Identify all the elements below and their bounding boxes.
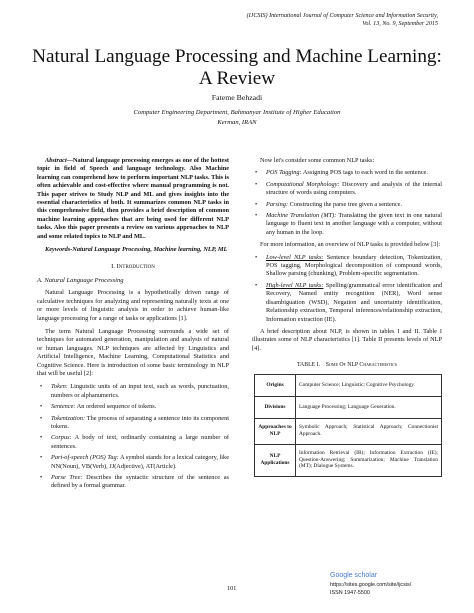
table-row-header: Origins bbox=[255, 374, 296, 396]
list-item: • Corpus: A body of text, ordinarily containing a large number of sentences. bbox=[40, 434, 229, 450]
table-cell: Symbolic Approach; Statistical Approach; Connectionist Approach. bbox=[296, 418, 442, 444]
bullet-icon: • bbox=[40, 454, 43, 462]
bullet-icon: • bbox=[255, 169, 258, 177]
table-row bbox=[255, 374, 442, 396]
page-number: 101 bbox=[227, 585, 237, 592]
abstract-text: —Natural language processing emerges as one of the hottest topic in field of Speech and language technology. Also Machine learning can comprehend how to perform important NLP tasks. This is often achievable and cost-effective where manual programming is not. This paper strives to Study NLP and ML and gives insights into the essential characteristics of both. It summarizes common NLP tasks in this comprehensive field, then provides a brief description of common machine learning approaches that are being used for different NLP tasks. Also this paper presents a review on various approaches to NLP and some related topics to NLP and ML. bbox=[37, 157, 229, 240]
left-column bbox=[37, 157, 229, 494]
author-name: Fateme Behzadi bbox=[211, 93, 263, 102]
bullet-icon: • bbox=[255, 200, 258, 208]
intro-paragraph-1: Natural Language Processing is a hypothetically driven range of calculative techniques for analyzing and representing naturally texts at one or more levels of linguistic analysis in order to achieve human-like language processing for a range of tasks or applications [1]. bbox=[37, 289, 229, 322]
google-scholar-logo: Google scholar bbox=[330, 572, 378, 579]
list-item: • Machine Translation (MT): Translating the given text in one natural language to fluent text in another language with a computer, without any human in the loop. bbox=[255, 212, 442, 236]
tasks-intro: Now let's consider some common NLP tasks: bbox=[260, 157, 375, 164]
list-item: • Tokenization: The process of separating a sentence into its component tokens. bbox=[40, 414, 229, 430]
keywords-text: -Natural Language Processing, Machine learning, NLP, ML bbox=[70, 246, 228, 254]
affiliation-line1: Computer Engineering Department, Bahmanyar Institute of Higher Education bbox=[133, 109, 341, 116]
table-cell: Information Retrieval (IR); Information Extraction (IE); Question-Answering; Summarization; Machine Translation (MT); Dialogue Systems. bbox=[296, 444, 442, 476]
right-column bbox=[252, 157, 442, 477]
list-item: • Computational Morphology: Discovery and analysis of the internal structure of words using computers. bbox=[255, 180, 443, 197]
more-info-paragraph: For more information, an overview of NLP tasks is provided below [3]: bbox=[260, 241, 441, 249]
bullet-icon: • bbox=[40, 383, 43, 391]
list-item: • Parsing: Constructing the parse tree given a sentence. bbox=[255, 200, 403, 208]
table-caption bbox=[252, 361, 442, 369]
table-row bbox=[255, 444, 442, 476]
table-caption-number: TABLE I. bbox=[296, 362, 320, 369]
journal-header-line1: (IJCSIS) International Journal of Computer Science and Information Security, bbox=[246, 13, 438, 19]
journal-url: https://sites.google.com/site/ijcsis/ bbox=[330, 582, 412, 588]
keywords bbox=[37, 246, 229, 254]
bullet-icon: • bbox=[40, 474, 43, 481]
journal-header-line2: Vol. 13, No. 9, September 2015 bbox=[362, 21, 438, 27]
paper-title-line1: Natural Language Processing and Machine Learning: bbox=[32, 46, 442, 67]
table-cell: Language Processing; Language Generation. bbox=[296, 396, 442, 418]
list-item: • Low-level NLP tasks: Sentence boundary detection, Tokenization, POS tagging, Morphological decomposition of compound words, Shallow parsing (chunking), Problem-specific segmentation. bbox=[255, 253, 443, 278]
list-item: • Sentence: An ordered sequence of tokens. bbox=[40, 403, 157, 411]
abstract bbox=[37, 157, 229, 241]
terminology-list bbox=[37, 383, 229, 490]
bullet-icon: • bbox=[40, 414, 43, 422]
list-item: • POS Tagging: Assigning POS tags to each word in the sentence. bbox=[255, 169, 428, 177]
affiliation-line2: Kerman, IRAN bbox=[217, 119, 257, 126]
bullet-icon: • bbox=[40, 434, 43, 442]
list-item: • Token: Linguistic units of an input text, such as words, punctuation, numbers or alphanumerics. bbox=[40, 383, 229, 399]
list-item: • High-level NLP tasks: Spelling/grammatical error identification and Recovery, Named entity recognition (NER), Word sense disambiguation (WSD), Negation and uncertainty identification, Relationship extraction, Temporal inferences/relationship extraction, Information extraction (IE). bbox=[255, 281, 442, 323]
subsection-nlp: A. Natural Language Processing bbox=[37, 276, 124, 284]
section-introduction: I. Introduction bbox=[111, 263, 155, 271]
table-row bbox=[255, 418, 442, 444]
table-row-header: NLP Applications bbox=[255, 444, 296, 476]
table-caption-text: Some Of NLP Characteristics bbox=[325, 362, 398, 369]
abstract-label: Abstract bbox=[45, 157, 67, 164]
brief-paragraph: A brief description about NLP, is shown in tables I and II. Table I illustrates some of NLP characteristics [1]. Table II presents levels of NLP [4]. bbox=[252, 327, 442, 352]
bullet-icon: • bbox=[255, 212, 258, 220]
list-item: • Part-of-speech (POS) Tag: A symbol stands for a lexical category, like NN(Noun), VB(Verb), JJ(Adjective), AT(Article). bbox=[40, 454, 230, 470]
nlp-tasks-list bbox=[252, 169, 442, 237]
intro-paragraph-2: The term Natural Language Processing surrounds a wide set of techniques for automated generation, manipulation and analysis of natural or human languages. NLP techniques are affected by Linguistics and Artificial Intelligence, Machine Learning, Computational Statistics and Cognitive Science. Here is introduction of some basic terminology in NLP that will be useful [2]: bbox=[37, 327, 229, 377]
bullet-icon: • bbox=[255, 281, 258, 289]
table-row bbox=[255, 396, 442, 418]
paper-title-line2: A Review bbox=[198, 68, 276, 89]
table-row-header: Divisions bbox=[255, 396, 296, 418]
bullet-icon: • bbox=[255, 253, 258, 261]
nlp-characteristics-table bbox=[254, 374, 442, 477]
table-cell: Computer Science; Linguistic; Cognitive Psychology. bbox=[296, 374, 442, 396]
keywords-label: Keywords bbox=[45, 246, 71, 254]
list-item: • Parse Tree: Describes the syntactic structure of the sentence as defined by a formal grammar. bbox=[40, 474, 229, 490]
nlp-levels-list bbox=[252, 254, 442, 324]
bullet-icon: • bbox=[40, 403, 43, 411]
bullet-icon: • bbox=[255, 180, 258, 188]
table-row-header: Approaches to NLP bbox=[255, 418, 296, 444]
issn: ISSN 1947-5500 bbox=[330, 590, 370, 596]
